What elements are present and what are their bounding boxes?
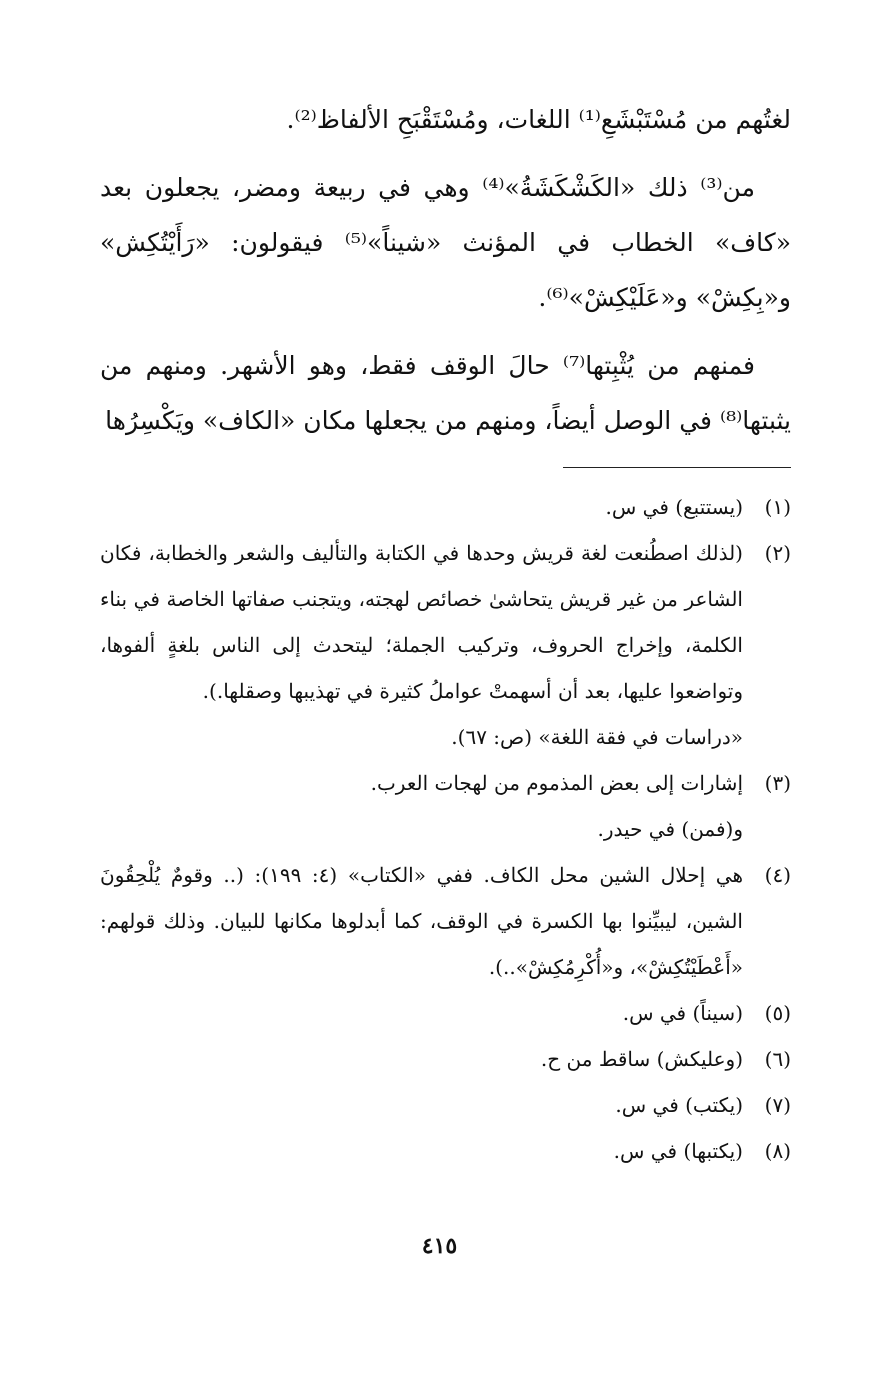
footnote-number: (٧) — [764, 1093, 791, 1117]
footnote-2 — [100, 530, 791, 760]
footnote-line: (وعليكش) ساقط من ح. — [540, 1047, 743, 1071]
footnote-line: و(فمن) في حيدر. — [597, 817, 743, 841]
footnote-text — [100, 1128, 743, 1174]
footnote-text — [100, 760, 743, 852]
footnote-line: (يستتبع) في س. — [605, 495, 743, 519]
footnote-number: (١) — [764, 495, 791, 519]
footnote-line: (يكتبها) في س. — [613, 1139, 743, 1163]
footnote-4 — [100, 852, 791, 990]
footnote-text — [100, 1082, 743, 1128]
footnote-text — [100, 990, 743, 1036]
footnote-line: إشارات إلى بعض المذموم من لهجات العرب. — [370, 771, 743, 795]
footnote-number: (٢) — [764, 541, 791, 565]
footnote-separator — [563, 467, 791, 468]
footnote-6 — [100, 1036, 791, 1082]
footnote-text — [100, 484, 743, 530]
main-text — [100, 92, 791, 448]
footnote-text — [100, 852, 743, 990]
footnote-text — [100, 1036, 743, 1082]
paragraph-3: فمنهم من يُثْبِتها⁽⁷⁾ حالَ الوقف فقط، وهو الأشهر. ومنهم من يثبتها⁽⁸⁾ في الوصل أيضاً، ومنهم من يجعلها مكان «الكاف» ويَكْسِرُها — [100, 351, 791, 435]
footnote-number: (٤) — [764, 863, 791, 887]
footnote-line: هي إحلال الشين محل الكاف. ففي «الكتاب» (٤: ١٩٩): (.. وقومٌ يُلْحِقُونَ الشين، ليبيِّنوا بها الكسرة في الوقف، كما أبدلوها مكانها للبيان. وذلك قولهم: «أَعْطَيْتُكِشْ»، و«أُكْرِمُكِشْ»..). — [100, 863, 743, 979]
footnote-line: (سيناً) في س. — [622, 1001, 743, 1025]
footnote-number: (٨) — [764, 1139, 791, 1163]
footnote-line: «دراسات في فقة اللغة» (ص: ٦٧). — [451, 725, 743, 749]
footnote-8 — [100, 1128, 791, 1174]
footnote-text — [100, 530, 743, 760]
footnote-line: (لذلك اصطُنعت لغة قريش وحدها في الكتابة والتأليف والشعر والخطابة، فكان الشاعر من غير قريش يتحاشىٰ خصائص لهجته، ويتجنب صفاتها الخاصة في بناء الكلمة، وإخراج الحروف، وتركيب الجملة؛ ليتحدث إلى الناس بلغةٍ ألفوها، وتواضعوا عليها، بعد أن أسهمتْ عواملُ كثيرة في تهذيبها وصقلها.). — [100, 541, 743, 703]
paragraph-2: من⁽³⁾ ذلك «الكَشْكَشَةُ»⁽⁴⁾ وهي في ربيعة ومضر، يجعلون بعد «كاف» الخطاب في المؤنث «شيناً»⁽⁵⁾ فيقولون: «رَأَيْتُكِش» و«بِكِشْ» و«عَلَيْكِشْ»⁽⁶⁾. — [100, 173, 791, 312]
footnote-5 — [100, 990, 791, 1036]
footnote-1 — [100, 484, 791, 530]
footnote-line: (يكتب) في س. — [615, 1093, 743, 1117]
footnotes — [100, 484, 791, 1174]
paragraph-1: لغتُهم من مُسْتَبْشَعِ⁽¹⁾ اللغات، ومُسْتَقْبَحِ الألفاظ⁽²⁾. — [286, 105, 791, 134]
footnote-number: (٣) — [764, 771, 791, 795]
page-number: ٤١٥ — [421, 1233, 458, 1259]
footnote-number: (٥) — [764, 1001, 791, 1025]
footnote-number: (٦) — [764, 1047, 791, 1071]
footnote-3 — [100, 760, 791, 852]
footnote-7 — [100, 1082, 791, 1128]
